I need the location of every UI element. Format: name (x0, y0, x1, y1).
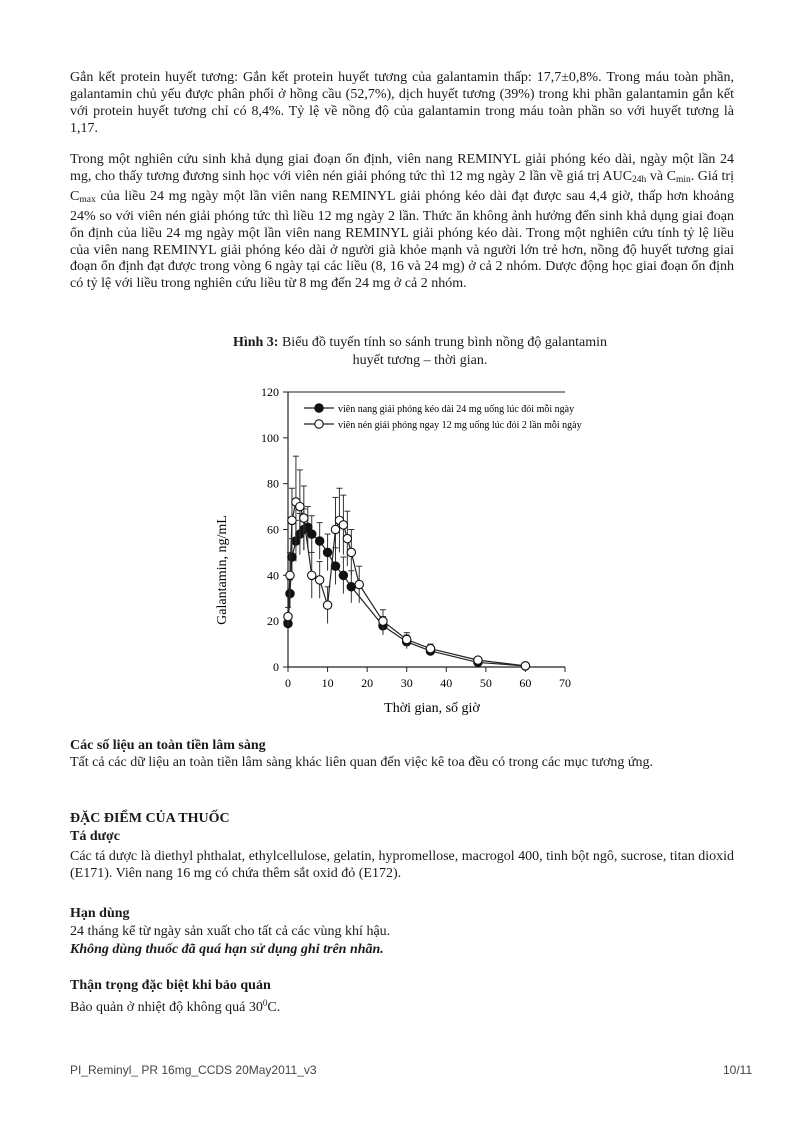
figure-caption-line1: Biểu đồ tuyến tính so sánh trung bình nồng độ galantamin (278, 335, 608, 350)
x-tick-label: 10 (321, 676, 334, 690)
data-point (331, 525, 339, 533)
x-tick-label: 30 (400, 676, 413, 690)
x-tick-label: 20 (361, 676, 374, 690)
data-point (323, 548, 331, 556)
bioavailability-text-c: . Giá trị C (70, 168, 734, 204)
storage-heading: Thận trọng đặc biệt khi bảo quản (70, 978, 271, 993)
product-heading: ĐẶC ĐIỂM CỦA THUỐC (70, 811, 230, 826)
series-2 (284, 456, 530, 670)
paragraph-protein-binding: Gắn kết protein huyết tương: Gắn kết protein huyết tương của galantamin thấp: 17,7±0,8%. Trong máu toàn phần, galantamin chủ yếu được phân phối ở hồng cầu (52,7%), dịch huyết tương (39%) trong khi phần galantamin gắn kết với protein huyết tương chỉ có 8,4%. Tỷ lệ về nồng độ của galantamin trong máu toàn phần so với huyết tương là 1,17. (70, 70, 734, 136)
x-tick-label: 40 (440, 676, 453, 690)
cmin-subscript: min (675, 174, 691, 185)
chart-series (284, 456, 530, 670)
data-point (315, 537, 323, 545)
figure-caption-label: Hình 3: (232, 335, 279, 350)
data-point (308, 571, 316, 579)
legend-marker (315, 420, 323, 428)
data-point (403, 635, 411, 643)
y-tick-label: 40 (267, 568, 279, 583)
degree-superscript: 0 (262, 998, 268, 1008)
y-tick-label: 120 (261, 385, 279, 399)
footer-document-id: PI_Reminyl_ PR 16mg_CCDS 20May2011_v3 (70, 1063, 317, 1077)
y-axis-label: Galantamin, ng/mL (215, 515, 230, 625)
y-tick-label: 80 (267, 476, 279, 491)
footer-page-number: 10/11 (723, 1063, 753, 1077)
data-point (343, 534, 351, 542)
data-point (426, 644, 434, 652)
y-tick-label: 100 (261, 430, 279, 445)
data-point (339, 571, 347, 579)
data-point (296, 502, 304, 510)
paragraph-bioavailability (70, 152, 734, 293)
excipients-heading: Tá dược (70, 829, 120, 844)
storage-text-b: C. (267, 1000, 281, 1015)
concentration-time-chart (0, 380, 799, 740)
x-tick-label: 50 (479, 676, 492, 690)
shelf-life-text: 24 tháng kể từ ngày sản xuất cho tất cả các vùng khí hậu. (70, 924, 391, 939)
y-tick-label: 0 (273, 660, 279, 674)
figure-caption-line2: huyết tương – thời gian. (352, 353, 488, 368)
data-point (355, 580, 363, 588)
shelf-life-warning: Không dùng thuốc đã quá hạn sử dụng ghi trên nhãn. (70, 942, 384, 957)
legend-label: viên nang giải phóng kéo dài 24 mg uống lúc đói mỗi ngày (338, 404, 575, 415)
preclinical-heading: Các số liệu an toàn tiền lâm sàng (70, 738, 266, 753)
auc-subscript: 24h (632, 174, 647, 185)
y-tick-label: 20 (267, 614, 279, 629)
legend-label: viên nén giải phóng ngay 12 mg uống lúc đói 2 lần mỗi ngày (338, 420, 582, 431)
preclinical-text: Tất cả các dữ liệu an toàn tiền lâm sàng khác liên quan đến việc kê toa đều có trong các mục tương ứng. (70, 755, 653, 770)
x-tick-label: 60 (519, 676, 532, 690)
cmax-subscript: max (79, 194, 96, 205)
data-point (521, 662, 529, 670)
data-point (308, 530, 316, 538)
bioavailability-text-d: của liều 24 mg ngày một lần viên nang REMINYL giải phóng kéo dài đạt được sau 4,4 giờ, thấp hơn khoảng 24% so với viên nén giải phóng tức thì liều 12 mg ngày 2 lần. Thức ăn không ảnh hưởng đến sinh khả dụng giai đoạn ổn định của liều 24 mg ngày một lần viên nang REMINYL giải phóng kéo dài. Trong một nghiên cứu tính tỷ lệ liều của viên nang REMINYL giải phóng kéo dài ở người già khỏe mạnh và người lớn trẻ hơn, nồng độ huyết tương giai đoạn ổn định đạt được trong vòng 6 ngày tại các liều (8, 16 và 24 mg) ở cả 2 nhóm. Dược động học giai đoạn ổn định có tỷ lệ với liều trong nghiên cứu liều từ 8 mg đến 24 mg ở cả 2 nhóm. (70, 188, 734, 292)
x-tick-label: 70 (559, 676, 571, 690)
storage-text (70, 995, 734, 1016)
data-point (315, 576, 323, 584)
bioavailability-text-a: Trong một nghiên cứu sinh khả dụng giai đoạn ổn định, viên nang REMINYL giải phóng kéo dài, ngày một lần 24 mg, cho thấy tương đương sinh học với viên nén giải phóng tức thì 12 mg ngày 2 lần về giá trị AUC (70, 152, 734, 184)
data-point (347, 583, 355, 591)
data-point (286, 571, 294, 579)
excipients-text: Các tá dược là diethyl phthalat, ethylcellulose, gelatin, hypromellose, macrogol 400, tinh bột ngô, sucrose, titan dioxid (E171). Viên nang 16 mg có chứa thêm sắt oxid đỏ (E172). (70, 849, 734, 881)
storage-text-a: Bảo quản ở nhiệt độ không quá 30 (70, 1000, 263, 1015)
data-point (339, 521, 347, 529)
x-axis-label: Thời gian, số giờ (384, 701, 480, 716)
data-point (323, 601, 331, 609)
y-tick-label: 60 (267, 522, 279, 537)
chart-legend (298, 396, 582, 432)
data-point (300, 514, 308, 522)
data-point (379, 617, 387, 625)
data-point (284, 612, 292, 620)
data-point (288, 553, 296, 561)
data-point (347, 548, 355, 556)
data-point (474, 656, 482, 664)
legend-marker (315, 404, 323, 412)
x-tick-label: 0 (285, 676, 291, 690)
figure-caption (170, 334, 670, 370)
shelf-life-heading: Hạn dùng (70, 906, 130, 921)
bioavailability-text-b: và C (646, 168, 676, 184)
data-point (288, 516, 296, 524)
